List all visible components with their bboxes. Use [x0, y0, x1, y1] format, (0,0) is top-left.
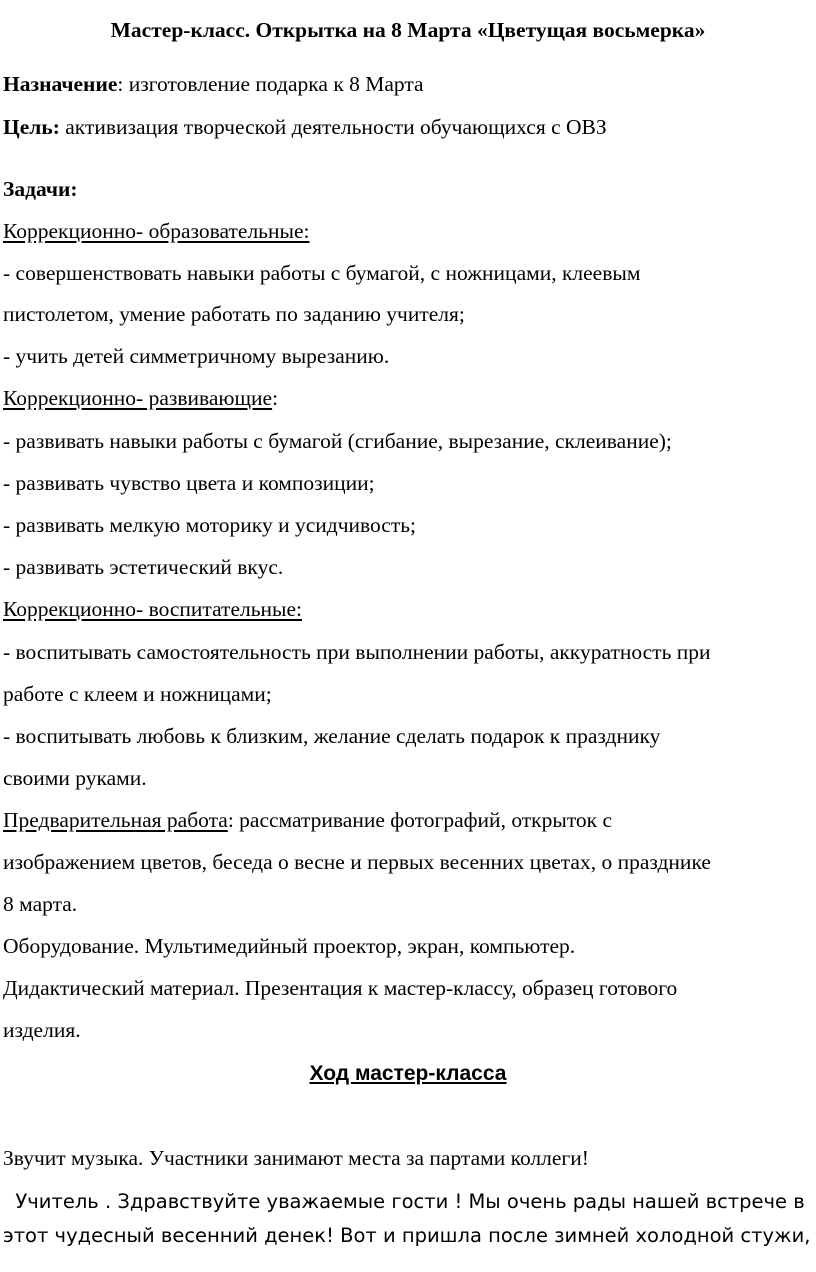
teacher-line: Учитель . Здравствуйте уважаемые гости ! Мы очень рады нашей встрече в — [3, 1190, 805, 1213]
purpose-line — [3, 70, 424, 98]
list-item: - развивать мелкую моторику и усидчивость; — [3, 513, 417, 537]
heading-suffix: : — [272, 386, 279, 410]
list-item: - учить детей симметричному вырезанию. — [3, 344, 390, 368]
list-item: - развивать чувство цвета и композиции; — [3, 471, 375, 495]
course-heading: Ход мастер-класса — [309, 1062, 507, 1085]
goal-label: Цель: — [3, 115, 60, 139]
list-item: - развивать навыки работы с бумагой (сгибание, вырезание, склеивание); — [3, 429, 672, 453]
correctional-upbringing-heading: Коррекционно- воспитательные: — [3, 597, 302, 621]
paragraph-line: изображением цветов, беседа о весне и первых весенних цветах, о празднике — [3, 850, 711, 874]
correctional-developing-heading-line — [3, 384, 278, 412]
purpose-label: Назначение — [3, 72, 118, 96]
didactic-line: изделия. — [3, 1018, 81, 1042]
equipment-line: Оборудование. Мультимедийный проектор, экран, компьютер. — [3, 934, 576, 958]
purpose-text: : изготовление подарка к 8 Марта — [117, 72, 424, 96]
list-item: своими руками. — [3, 766, 147, 790]
list-item: пистолетом, умение работать по заданию учителя; — [3, 302, 465, 326]
preliminary-heading: Предварительная работа — [3, 808, 228, 832]
goal-text: активизация творческой деятельности обучающихся с ОВЗ — [59, 115, 607, 139]
goal-line — [3, 113, 607, 141]
document-title: Мастер-класс. Открытка на 8 Марта «Цветущая восьмерка» — [110, 18, 706, 42]
teacher-line: этот чудесный весенний денек! Вот и пришла после зимней холодной стужи, — [3, 1224, 811, 1247]
list-item: работе с клеем и ножницами; — [3, 682, 272, 706]
paragraph-line: 8 марта. — [3, 892, 78, 916]
didactic-line: Дидактический материал. Презентация к мастер-классу, образец готового — [3, 976, 678, 1000]
tasks-label: Задачи: — [3, 177, 78, 201]
list-item: - воспитывать самостоятельность при выполнении работы, аккуратность при — [3, 640, 711, 664]
list-item: - воспитывать любовь к близким, желание сделать подарок к празднику — [3, 724, 661, 748]
list-item: - совершенствовать навыки работы с бумагой, с ножницами, клеевым — [3, 261, 641, 285]
correctional-educational-heading: Коррекционно- образовательные: — [3, 219, 310, 243]
list-item: - развивать эстетический вкус. — [3, 555, 284, 579]
music-line: Звучит музыка. Участники занимают места за партами коллеги! — [3, 1146, 589, 1170]
preliminary-line — [3, 806, 612, 834]
correctional-developing-heading: Коррекционно- развивающие — [3, 386, 273, 410]
preliminary-text: : рассматривание фотографий, открыток с — [227, 808, 613, 832]
